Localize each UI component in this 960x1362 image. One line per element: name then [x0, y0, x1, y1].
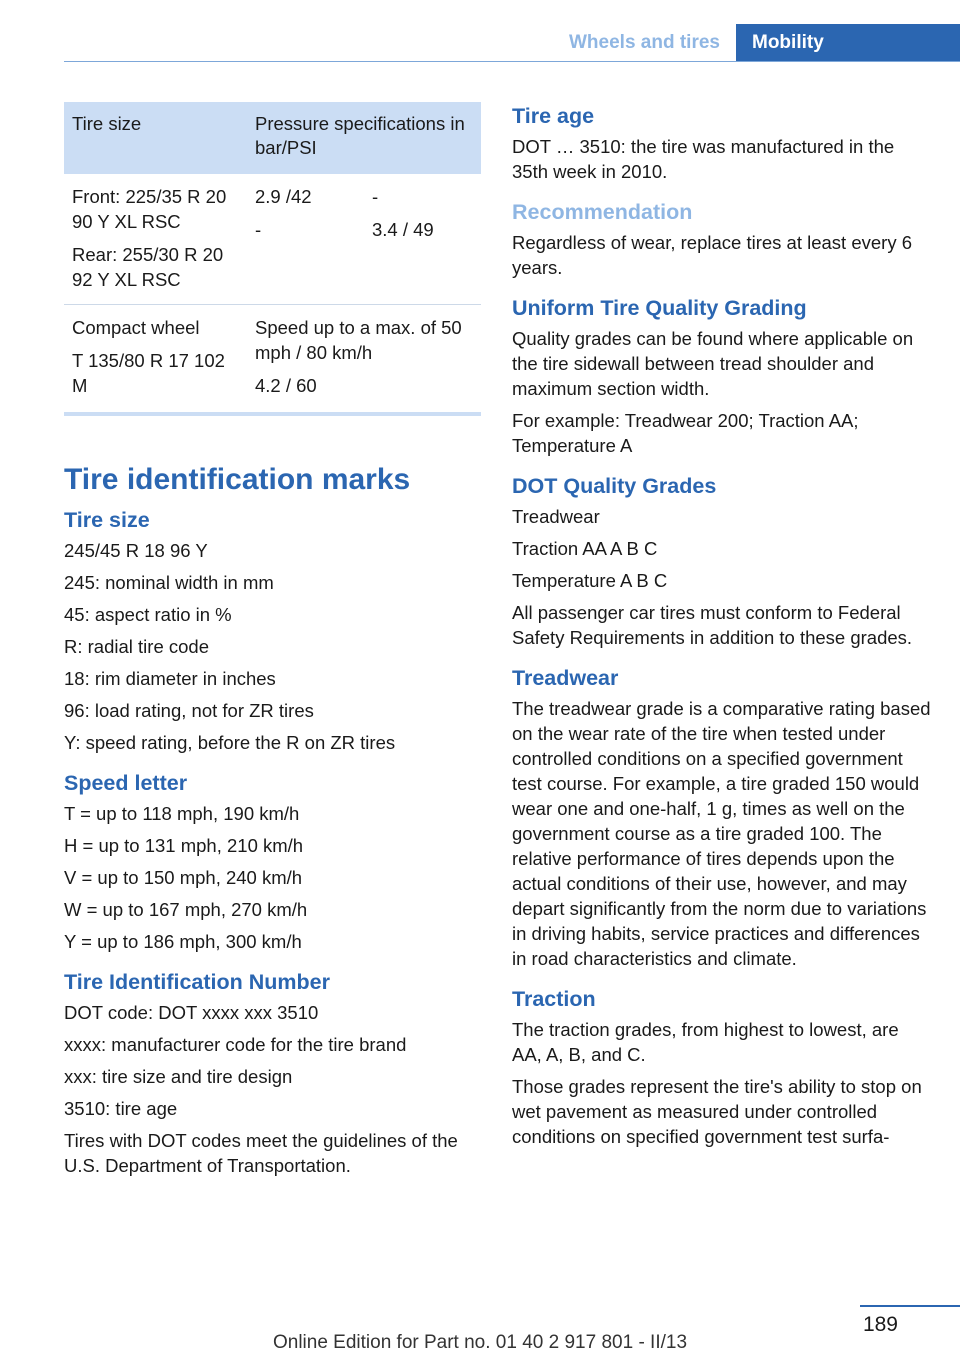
pressure-cell: 3.4 / 49 — [372, 219, 434, 240]
paragraph: Y = up to 186 mph, 300 km/h — [64, 931, 302, 952]
paragraph: R: radial tire code — [64, 636, 209, 657]
subsection-heading: Tire size — [64, 508, 150, 532]
pressure-cell: - — [255, 219, 262, 240]
left-column — [64, 102, 481, 1185]
paragraph: H = up to 131 mph, 210 km/h — [64, 835, 304, 856]
page-number: 189 — [862, 1313, 898, 1336]
tire-size-cell: Front: 225/35 R 20 90 Y XL RSC — [72, 186, 227, 232]
subsection-heading: DOT Quality Grades — [512, 474, 717, 498]
paragraph: T = up to 118 mph, 190 km/h — [64, 803, 300, 824]
paragraph: xxx: tire size and tire design — [64, 1066, 293, 1087]
subsection-heading: Uniform Tire Quality Grading — [512, 296, 807, 320]
tire-size-cell: T 135/80 R 17 102 M — [72, 350, 225, 396]
paragraph: DOT code: DOT xxxx xxx 3510 — [64, 1002, 319, 1023]
subsection-heading: Treadwear — [512, 666, 619, 690]
section-title: Tire identification marks — [64, 463, 411, 496]
right-column — [512, 102, 932, 1156]
paragraph: 18: rim diameter in inches — [64, 668, 276, 689]
paragraph: V = up to 150 mph, 240 km/h — [64, 867, 303, 888]
header-rule — [64, 61, 960, 62]
paragraph: 245: nominal width in mm — [64, 572, 274, 593]
paragraph: Quality grades can be found where applicable on the tire sidewall between tread shoulder and maximum section width. — [512, 328, 914, 399]
table-header-cell: Pressure specifications in bar/PSI — [247, 102, 481, 174]
table-row — [64, 305, 481, 415]
pressure-cell: 2.9 /42 — [255, 186, 312, 207]
footer-rule — [860, 1305, 960, 1307]
tire-size-cell: Rear: 255/30 R 20 92 Y XL RSC — [72, 244, 224, 290]
subsection-heading: Tire age — [512, 104, 595, 128]
paragraph: 3510: tire age — [64, 1098, 178, 1119]
paragraph: 45: aspect ratio in % — [64, 604, 232, 625]
paragraph: Regardless of wear, replace tires at least every 6 years. — [512, 232, 912, 278]
paragraph: W = up to 167 mph, 270 km/h — [64, 899, 308, 920]
table-header-row — [64, 102, 481, 174]
paragraph: Tires with DOT codes meet the guidelines of the U.S. Department of Transportation. — [64, 1130, 458, 1176]
table-row — [64, 174, 481, 305]
pressure-cell: - — [372, 186, 379, 207]
paragraph: 245/45 R 18 96 Y — [64, 540, 208, 561]
paragraph: Traction AA A B C — [512, 538, 658, 559]
paragraph: The treadwear grade is a comparative rating based on the wear rate of the tire when tested under controlled conditions on a specified government test course. For example, a tire graded 150 would wear one and one-half, 1 g, times as well on the government course as a tire graded 100. The relative performance of tires depends upon the actual conditions of their use, however, and may depart significantly from the norm due to variations in driving habits, service practices and differences in road characteristics and climate. — [512, 698, 931, 969]
table-header-cell: Tire size — [64, 102, 247, 174]
paragraph: The traction grades, from highest to lowest, are AA, A, B, and C. — [512, 1019, 899, 1065]
paragraph: Treadwear — [512, 506, 600, 527]
edition-note: Online Edition for Part no. 01 40 2 917 801 - II/13 — [272, 1332, 688, 1353]
paragraph: Those grades represent the tire's ability to stop on wet pavement as measured under controlled conditions on specified government test surfa- — [512, 1076, 922, 1147]
tire-pressure-table — [64, 102, 481, 416]
header-section-title: Wheels and tires — [569, 32, 720, 53]
paragraph: 96: load rating, not for ZR tires — [64, 700, 314, 721]
subsection-heading: Recommendation — [512, 200, 693, 224]
subsection-heading: Traction — [512, 987, 596, 1011]
header-chapter-tab: Mobility — [736, 24, 960, 62]
paragraph: For example: Treadwear 200; Traction AA; Temperature A — [512, 410, 859, 456]
pressure-cell: Speed up to a max. of 50 mph / 80 km/h — [255, 317, 462, 363]
subsection-heading: Tire Identification Number — [64, 970, 330, 994]
paragraph: DOT … 3510: the tire was manufactured in the 35th week in 2010. — [512, 136, 895, 182]
paragraph: Temperature A B C — [512, 570, 668, 591]
tire-size-cell: Compact wheel — [72, 317, 200, 338]
paragraph: All passenger car tires must conform to Federal Safety Requirements in addition to these grades. — [512, 602, 913, 648]
pressure-cell: 4.2 / 60 — [255, 375, 317, 396]
subsection-heading: Speed letter — [64, 771, 188, 795]
paragraph: Y: speed rating, before the R on ZR tires — [64, 732, 396, 753]
paragraph: xxxx: manufacturer code for the tire brand — [64, 1034, 407, 1055]
